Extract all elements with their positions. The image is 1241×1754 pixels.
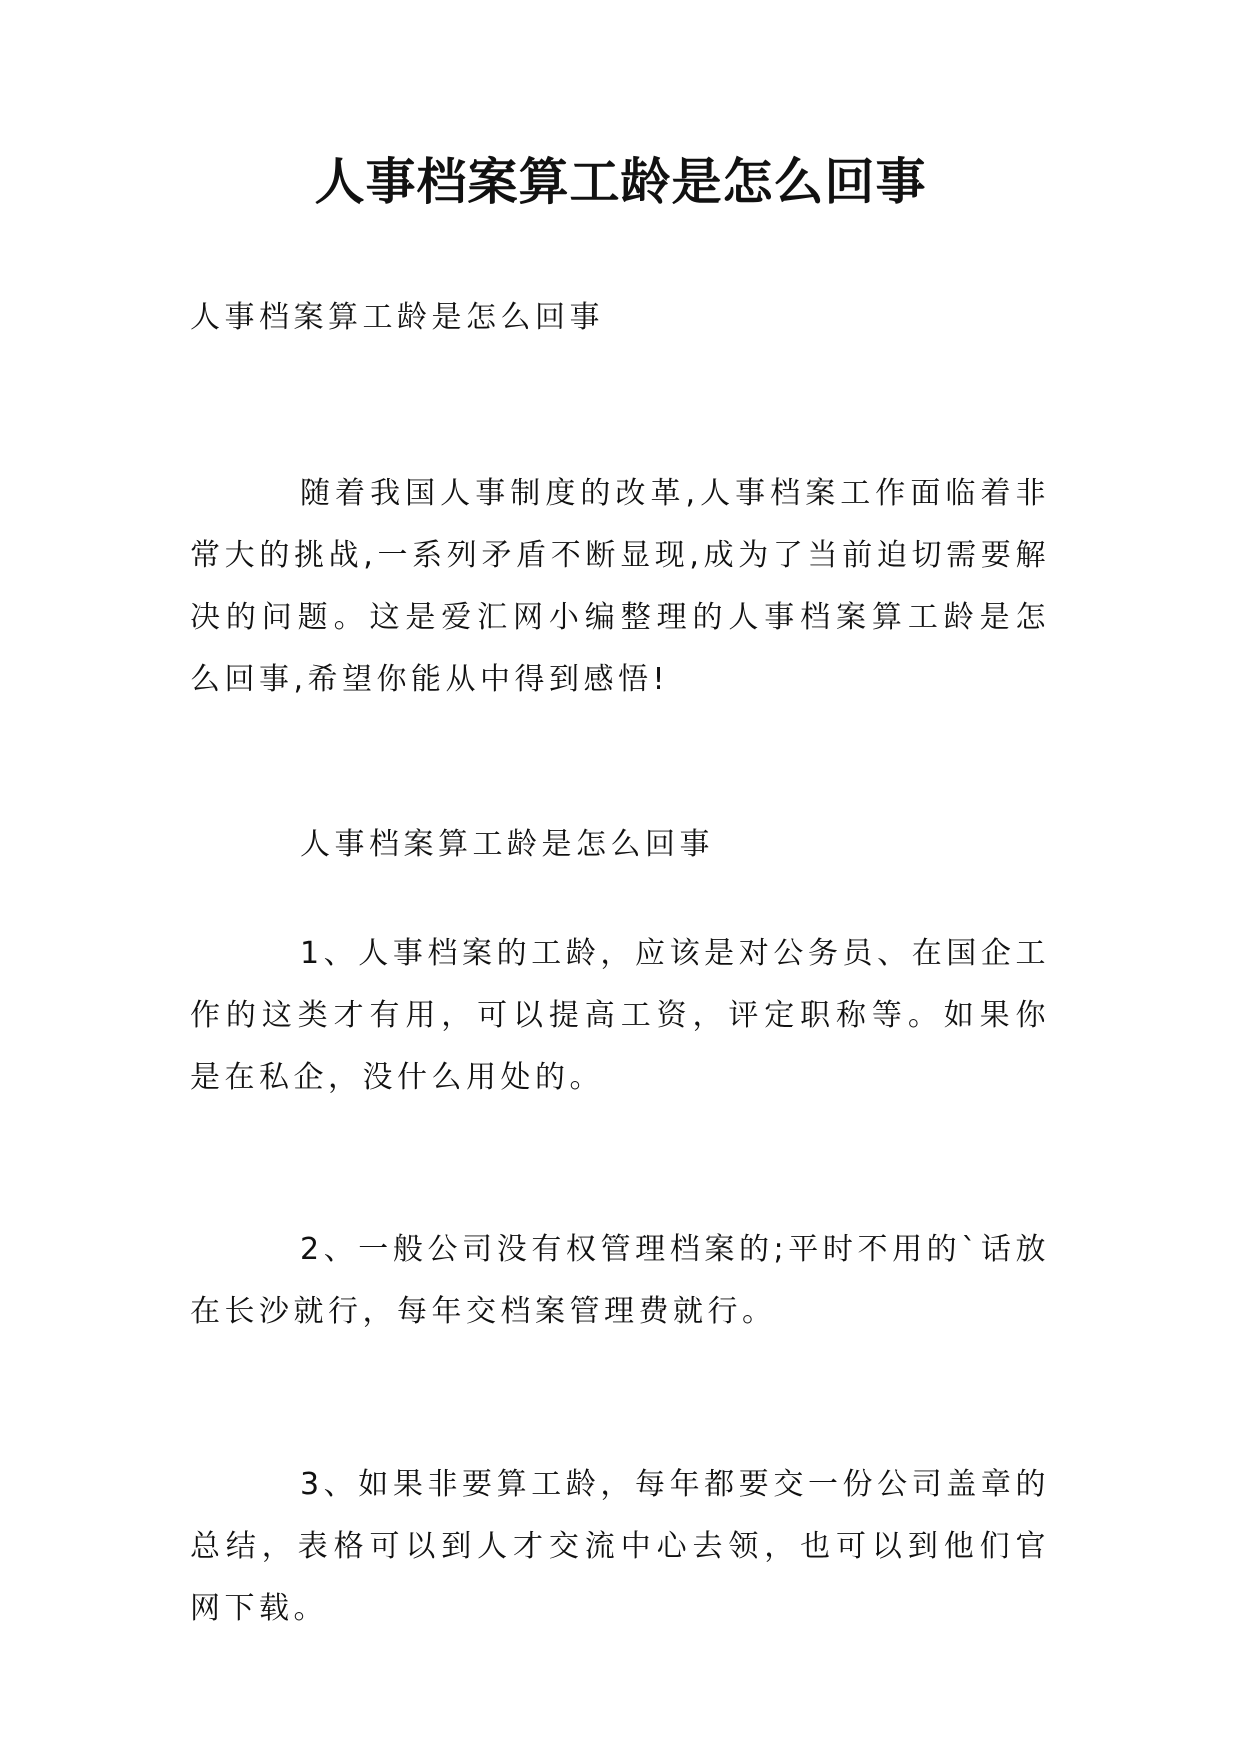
intro-paragraph: 随着我国人事制度的改革,人事档案工作面临着非常大的挑战,一系列矛盾不断显现,成为了当前迫切需要解决的问题。这是爱汇网小编整理的人事档案算工龄是怎么回事,希望你能从中得到感悟!	[190, 476, 1050, 697]
list-item: 1、人事档案的工龄，应该是对公务员、在国企工作的这类才有用，可以提高工资，评定职称等。如果你是在私企，没什么用处的。	[190, 936, 1050, 1095]
list-item: 2、一般公司没有权管理档案的;平时不用的`话放在长沙就行，每年交档案管理费就行。	[190, 1232, 1050, 1329]
section-heading: 人事档案算工龄是怎么回事	[300, 827, 714, 862]
document-title: 人事档案算工龄是怎么回事	[314, 152, 927, 211]
list-item: 3、如果非要算工龄，每年都要交一份公司盖章的总结，表格可以到人才交流中心去领，也可以到他们官网下载。	[190, 1467, 1050, 1626]
document-subtitle: 人事档案算工龄是怎么回事	[190, 300, 604, 335]
